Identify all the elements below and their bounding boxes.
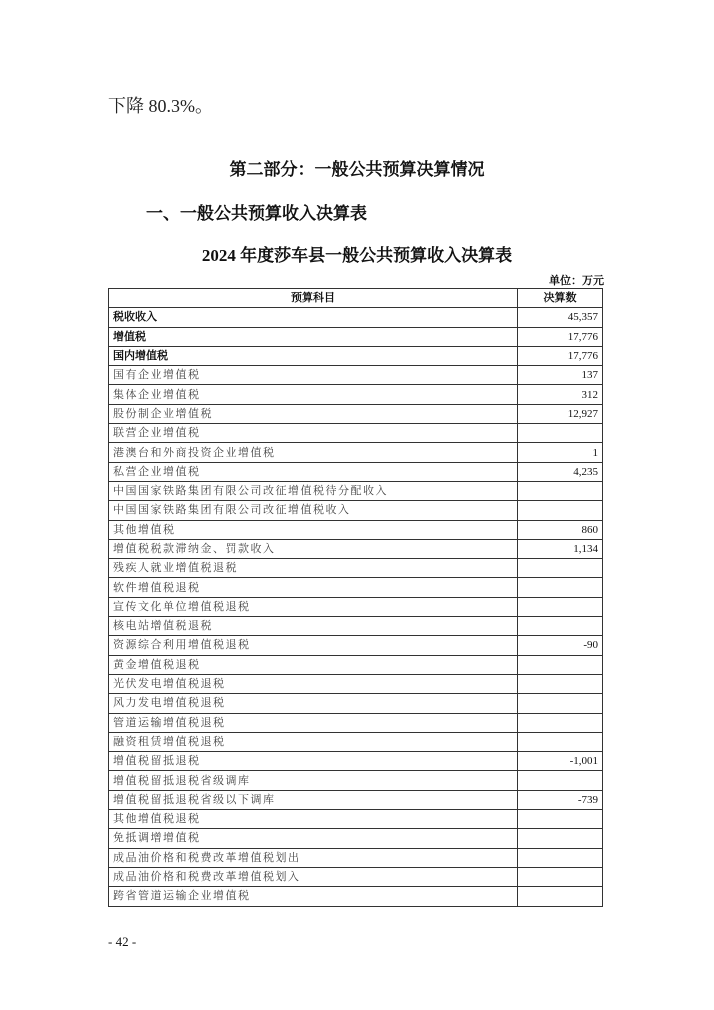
row-item-name: 私营企业增值税 — [109, 462, 518, 481]
row-item-name: 黄金增值税退税 — [109, 655, 518, 674]
table-body — [109, 308, 603, 906]
row-item-value: 4,235 — [518, 462, 603, 481]
table-row — [109, 810, 603, 829]
table-row — [109, 732, 603, 751]
table-row — [109, 752, 603, 771]
row-item-value — [518, 848, 603, 867]
row-item-value — [518, 655, 603, 674]
row-item-value — [518, 732, 603, 751]
table-row — [109, 424, 603, 443]
row-item-value — [518, 887, 603, 906]
row-item-name: 中国国家铁路集团有限公司改征增值税待分配收入 — [109, 481, 518, 500]
page-number: - 42 - — [108, 934, 137, 949]
row-item-name: 风力发电增值税退税 — [109, 694, 518, 713]
row-item-name: 管道运输增值税退税 — [109, 713, 518, 732]
table-title: 2024 年度莎车县一般公共预算收入决算表 — [201, 246, 513, 265]
table-row — [109, 462, 603, 481]
row-item-name: 股份制企业增值税 — [109, 404, 518, 423]
table-row — [109, 887, 603, 906]
section-title: 一、一般公共预算收入决算表 — [146, 204, 367, 224]
row-item-name: 增值税税款滞纳金、罚款收入 — [109, 539, 518, 558]
table-row — [109, 346, 603, 365]
header-budget-item: 预算科目 — [109, 289, 518, 308]
row-item-value — [518, 578, 603, 597]
intro-text: 下降 80.3%。 — [108, 96, 213, 116]
table-row — [109, 829, 603, 848]
table-row — [109, 848, 603, 867]
table-row — [109, 867, 603, 886]
row-item-name: 中国国家铁路集团有限公司改征增值税收入 — [109, 501, 518, 520]
table-row — [109, 539, 603, 558]
row-item-name: 增值税留抵退税 — [109, 752, 518, 771]
unit-label: 单位：万元 — [549, 274, 604, 287]
row-item-name: 税收收入 — [109, 308, 518, 327]
row-item-value: -90 — [518, 636, 603, 655]
row-item-value: 137 — [518, 366, 603, 385]
row-item-name: 软件增值税退税 — [109, 578, 518, 597]
table-row — [109, 308, 603, 327]
row-item-value — [518, 713, 603, 732]
row-item-value — [518, 559, 603, 578]
row-item-value: 17,776 — [518, 346, 603, 365]
table-row — [109, 694, 603, 713]
header-final-amount: 决算数 — [518, 289, 603, 308]
row-item-value: -1,001 — [518, 752, 603, 771]
row-item-value — [518, 424, 603, 443]
row-item-name: 其他增值税退税 — [109, 810, 518, 829]
row-item-name: 港澳台和外商投资企业增值税 — [109, 443, 518, 462]
table-row — [109, 655, 603, 674]
row-item-name: 成品油价格和税费改革增值税划出 — [109, 848, 518, 867]
row-item-name: 资源综合利用增值税退税 — [109, 636, 518, 655]
table-row — [109, 404, 603, 423]
row-item-value: 860 — [518, 520, 603, 539]
table-header-row — [109, 289, 603, 308]
row-item-value — [518, 481, 603, 500]
table-row — [109, 327, 603, 346]
row-item-name: 成品油价格和税费改革增值税划入 — [109, 867, 518, 886]
table-row — [109, 636, 603, 655]
row-item-name: 免抵调增增值税 — [109, 829, 518, 848]
row-item-value — [518, 597, 603, 616]
row-item-value — [518, 501, 603, 520]
row-item-name: 增值税留抵退税省级调库 — [109, 771, 518, 790]
row-item-name: 融资租赁增值税退税 — [109, 732, 518, 751]
table-row — [109, 366, 603, 385]
table-row — [109, 771, 603, 790]
row-item-name: 增值税 — [109, 327, 518, 346]
row-item-value — [518, 771, 603, 790]
row-item-name: 国内增值税 — [109, 346, 518, 365]
row-item-name: 集体企业增值税 — [109, 385, 518, 404]
table-row — [109, 713, 603, 732]
table-row — [109, 597, 603, 616]
row-item-value: 1,134 — [518, 539, 603, 558]
table-row — [109, 617, 603, 636]
row-item-value — [518, 829, 603, 848]
table-row — [109, 443, 603, 462]
row-item-name: 其他增值税 — [109, 520, 518, 539]
row-item-name: 增值税留抵退税省级以下调库 — [109, 790, 518, 809]
row-item-value — [518, 867, 603, 886]
part-title: 第二部分：一般公共预算决算情况 — [229, 160, 485, 180]
row-item-value: 17,776 — [518, 327, 603, 346]
row-item-name: 残疾人就业增值税退税 — [109, 559, 518, 578]
row-item-value: -739 — [518, 790, 603, 809]
row-item-value: 45,357 — [518, 308, 603, 327]
row-item-name: 光伏发电增值税退税 — [109, 674, 518, 693]
row-item-value: 312 — [518, 385, 603, 404]
row-item-value — [518, 810, 603, 829]
row-item-value: 1 — [518, 443, 603, 462]
row-item-name: 跨省管道运输企业增值税 — [109, 887, 518, 906]
row-item-value — [518, 694, 603, 713]
table-row — [109, 559, 603, 578]
row-item-value — [518, 617, 603, 636]
row-item-value — [518, 674, 603, 693]
row-item-name: 国有企业增值税 — [109, 366, 518, 385]
table-row — [109, 578, 603, 597]
table-row — [109, 674, 603, 693]
table-row — [109, 385, 603, 404]
table-row — [109, 520, 603, 539]
table-row — [109, 501, 603, 520]
budget-table — [108, 288, 603, 907]
table-row — [109, 481, 603, 500]
row-item-name: 核电站增值税退税 — [109, 617, 518, 636]
row-item-name: 联营企业增值税 — [109, 424, 518, 443]
row-item-value: 12,927 — [518, 404, 603, 423]
row-item-name: 宣传文化单位增值税退税 — [109, 597, 518, 616]
table-row — [109, 790, 603, 809]
